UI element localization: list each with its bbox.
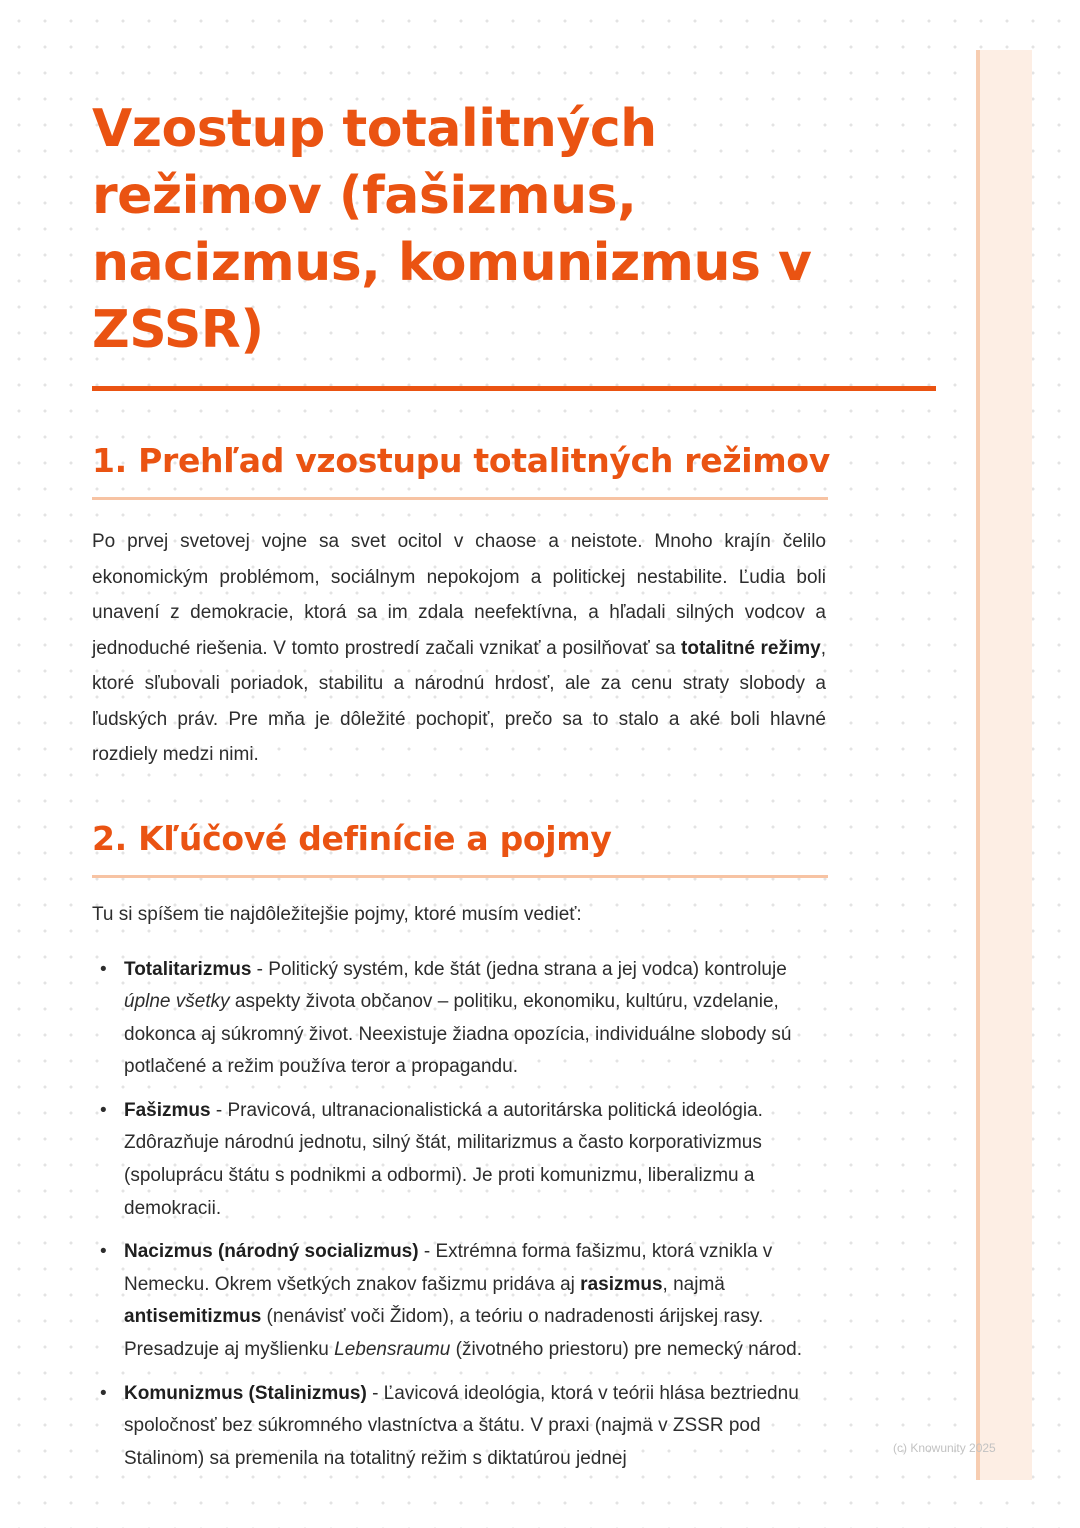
definition-text: (nenávisť voči Židom), a teóriu o nadradenosti árijskej rasy. Presadzuje aj myšlienku bbox=[124, 1306, 764, 1361]
margin-strip bbox=[976, 50, 1032, 1480]
definition-text: aspekty života občanov – politiku, ekonomiku, kultúru, vzdelanie, dokonca aj súkromný život. Neexistuje žiadna opozícia, individuálne slobody sú potlačené a režim používa teror a propagandu. bbox=[124, 991, 792, 1078]
list-item bbox=[92, 954, 832, 1084]
definition-text: (životného priestoru) pre nemecký národ. bbox=[450, 1339, 803, 1361]
list-item bbox=[92, 1378, 832, 1476]
section-2-divider bbox=[92, 875, 828, 878]
document-content bbox=[92, 96, 936, 1486]
definition-text: - Ľavicová ideológia, ktorá v teórii hlása beztriednu spoločnosť bez súkromného vlastníctva a štátu. V praxi (najmä v ZSSR pod Stalinom) sa premenila na totalitný režim s diktatúrou jednej bbox=[124, 1382, 799, 1469]
definition-emphasis: Lebensraumu bbox=[334, 1339, 451, 1361]
definition-bold: rasizmus bbox=[580, 1273, 663, 1295]
title-divider bbox=[92, 386, 936, 391]
section-2-heading: 2. Kľúčové definície a pojmy bbox=[92, 818, 612, 858]
definition-text: , najmä bbox=[662, 1273, 725, 1295]
definition-term: Totalitarizmus bbox=[124, 958, 252, 980]
definition-term: Fašizmus bbox=[124, 1099, 211, 1121]
bullet-icon: • bbox=[100, 1382, 107, 1404]
definition-emphasis: úplne všetky bbox=[124, 991, 230, 1013]
section-2-intro: Tu si spíšem tie najdôležitejšie pojmy, ktoré musím vedieť: bbox=[92, 903, 582, 925]
footer-copyright: (c) Knowunity 2025 bbox=[893, 1441, 996, 1455]
bullet-icon: • bbox=[100, 958, 107, 980]
definition-text: - Pravicová, ultranacionalistická a autoritárska politická ideológia. Zdôrazňuje národnú jednotu, silný štát, militarizmus a často korporativizmus (spoluprácu štátu s podnikmi a odbormi). Je proti komunizmu, liberalizmu a demokracii. bbox=[124, 1099, 763, 1219]
paragraph-bold-term: totalitné režimy bbox=[681, 637, 821, 659]
paragraph-text: , ktoré sľubovali poriadok, stabilitu a národnú hrdosť, ale za cenu straty slobody a ľudských práv. Pre mňa je dôležité pochopiť, prečo sa to stalo a aké boli hlavné rozdiely medzi nimi. bbox=[92, 637, 826, 765]
definitions-list bbox=[92, 954, 832, 1476]
bullet-icon: • bbox=[100, 1241, 107, 1263]
list-item bbox=[92, 1236, 832, 1366]
section-1-divider bbox=[92, 497, 828, 500]
paragraph-text: Po prvej svetovej vojne sa svet ocitol v chaose a neistote. Mnoho krajín čelilo ekonomickým problémom, sociálnym nepokojom a politickej nestabilite. Ľudia boli unavení z demokracie, ktorá sa im zdala neefektívna, a hľadali silných vodcov a jednoduché riešenia. V tomto prostredí začali vznikať a posilňovať sa bbox=[92, 531, 826, 659]
definition-bold: antisemitizmus bbox=[124, 1306, 262, 1328]
section-1-paragraph bbox=[92, 524, 826, 773]
definition-text: - Extrémna forma fašizmu, ktorá vznikla v Nemecku. Okrem všetkých znakov fašizmu pridáva aj bbox=[124, 1241, 773, 1295]
page-title: Vzostup totalitných režimov (fašizmus, nacizmus, komunizmus v ZSSR) bbox=[92, 99, 812, 360]
section-1-heading: 1. Prehľad vzostupu totalitných režimov bbox=[92, 441, 830, 480]
bullet-icon: • bbox=[100, 1099, 107, 1121]
definition-term: Nacizmus (národný socializmus) bbox=[124, 1241, 419, 1263]
list-item bbox=[92, 1095, 832, 1225]
definition-term: Komunizmus (Stalinizmus) bbox=[124, 1382, 367, 1404]
definition-text: - Politický systém, kde štát (jedna strana a jej vodca) kontroluje bbox=[251, 958, 787, 980]
